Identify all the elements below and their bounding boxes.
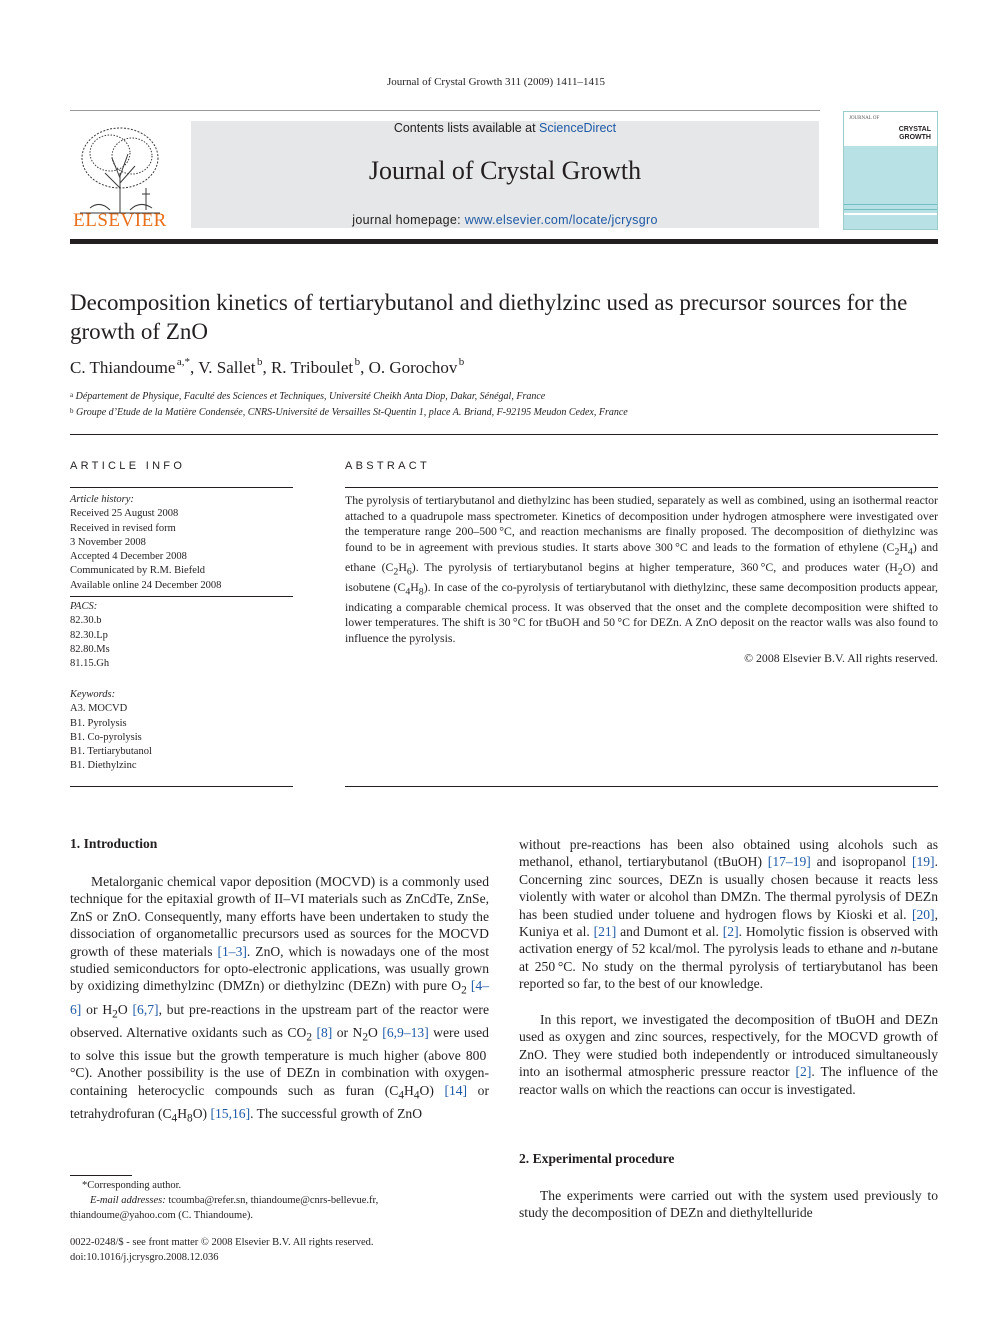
reference-link[interactable]: [21] [593, 924, 617, 940]
section-heading-experimental: 2. Experimental procedure [519, 1151, 675, 1166]
journal-citation: Journal of Crystal Growth 311 (2009) 1411–1415 [387, 76, 605, 88]
corresponding-author-note: *Corresponding author. [82, 1180, 182, 1191]
intro-paragraph: In this report, we investigated the decomposition of tBuOH and DEZn used as oxygen and zinc sources, respectively, for the MOCVD growth of ZnO. They were studied both independently or introduced simultaneously into an isothermal atmospheric pressure reactor [2]. The influence of the reactor walls on which the reactions can occur is investigated. [519, 1012, 938, 1097]
intro-paragraph: Metalorganic chemical vapor deposition (MOCVD) is a commonly used technique for the epitaxial growth of II–VI materials such as ZnCdTe, ZnSe, ZnS or ZnO. Consequently, many efforts have been undertaken to study the dissociation of organometallic precursors used as sources for the MOCVD growth of these materials [1–3]. ZnO, which is nowadays one of the most studied semiconductors for opto-electronic applications, was usually grown by oxidizing dimethylzinc (DMZn) or diethylzinc (DEZn) with pure $O_2$ [4–6] or $H_2O$ [6,7], but pre-reactions in the upstream part of the reactor were observed. Alternative oxidants such as $CO_2$ [8] or $N_2O$ [6,9–13] were used to solve this issue but the growth temperature is much higher (above 800 °C). Another possibility is the use of DEZn in combination with oxygen-containing heterocyclic compounds such as furan $(C_4H_4O)$ [14] or tetrahydrofuran $(C_4H_8O)$ [15,16]. The successful growth of ZnO [70, 874, 489, 1125]
journal-cover-thumbnail [843, 111, 938, 230]
keywords-rule [70, 786, 293, 787]
pacs-item: 82.30.b [70, 615, 102, 627]
abstract-heading: ABSTRACT [345, 460, 431, 472]
keyword-item: A3. MOCVD [70, 703, 128, 715]
abstract-rule [345, 487, 938, 488]
cover-journal-name: CRYSTAL GROWTH [898, 126, 931, 141]
author-affil-marker[interactable]: a,* [176, 356, 191, 368]
contents-prefix: Contents lists available at [393, 121, 540, 135]
email-addresses-continued[interactable]: thiandoume@yahoo.com (C. Thiandoume). [70, 1210, 253, 1221]
reference-link[interactable]: [17–19] [767, 854, 811, 870]
author-affil-marker[interactable]: b [256, 356, 263, 368]
keyword-item: B1. Tertiarybutanol [70, 746, 152, 758]
email-label: E-mail addresses: [90, 1195, 166, 1206]
history-item: Communicated by R.M. Biefeld [70, 565, 206, 577]
reference-link[interactable]: [6,7] [132, 1001, 159, 1017]
author-name: O. Gorochov [368, 358, 458, 377]
pacs-codes [70, 600, 293, 671]
pacs-item: 82.30.Lp [70, 629, 108, 641]
article-info-heading: ARTICLE INFO [70, 460, 186, 472]
issn-line: 0022-0248/$ - see front matter © 2008 Elsevier B.V. All rights reserved. [70, 1237, 374, 1248]
keyword-item: B1. Pyrolysis [70, 717, 127, 729]
email-addresses [70, 1193, 489, 1208]
author-name: C. Thiandoume [70, 358, 176, 377]
reference-link[interactable]: [20] [911, 906, 935, 922]
pacs-item: 82.80.Ms [70, 643, 110, 655]
article-history [70, 493, 293, 593]
reference-link[interactable]: [8] [316, 1024, 333, 1040]
intro-paragraph-continued: without pre-reactions has been also obtained using alcohols such as methanol, ethanol, tertiarybutanol (tBuOH) [17–19] and isopropanol [19]. Concerning zinc sources, DEZn is usually chosen because it reacts less violently with water or alcohol than DMZn. The thermal pyrolysis of DEZn has been studied under toluene and hydrogen flows by Kioski et al. [20], Kuniya et al. [21] and Dumont et al. [2]. Homolytic fission is observed with activation energy of 52 kcal/mol. The pyrolysis leads to ethane and n-butane at 250 °C. No study on the thermal pyrolysis of tertiarybutanol has been reported so far, to the best of our knowledge. [519, 837, 938, 992]
article-info-rule [70, 487, 293, 488]
pacs-item: 81.15.Gh [70, 658, 110, 670]
keywords-label: Keywords: [70, 689, 116, 700]
affiliation-b: $^b$ Groupe d’Etude de la Matière Condensée, CNRS-Université de Versailles St-Quentin 1, place A. Briand, F-92195 Meudon Cedex, France [70, 407, 628, 418]
author-name: R. Triboulet [270, 358, 354, 377]
sciencedirect-link[interactable]: ScienceDirect [539, 121, 617, 135]
history-item: Accepted 4 December 2008 [70, 551, 187, 563]
keyword-item: B1. Diethylzinc [70, 760, 137, 772]
reference-link[interactable]: [15,16] [210, 1105, 251, 1121]
affiliation-a: $^a$ Département de Physique, Faculté des Sciences et Techniques, Université Cheikh Anta Diop, Dakar, Sénégal, France [70, 391, 546, 402]
header-bottom-rule [70, 239, 938, 244]
reference-link[interactable]: [2] [795, 1064, 812, 1080]
history-item: Received in revised form [70, 522, 176, 534]
footnote-rule [70, 1175, 132, 1176]
keyword-item: B1. Co-pyrolysis [70, 731, 142, 743]
author-list: C. Thiandoume $^{a,*}$, V. Sallet $^b$, R. Triboulet $^b$, O. Gorochov $^b$ [70, 356, 465, 377]
homepage-link[interactable]: www.elsevier.com/locate/jcrysgro [464, 213, 658, 227]
reference-link[interactable]: [14] [444, 1082, 468, 1098]
doi-line[interactable]: doi:10.1016/j.jcrysgro.2008.12.036 [70, 1252, 219, 1263]
reference-link[interactable]: [2] [722, 924, 739, 940]
history-item: 3 November 2008 [70, 536, 146, 548]
reference-link[interactable]: [6,9–13] [382, 1024, 429, 1040]
journal-name: Journal of Crystal Growth [368, 156, 642, 185]
author-affil-marker[interactable]: b [354, 356, 361, 368]
experimental-paragraph: The experiments were carried out with the system used previously to study the decomposition of DEZn and diethyltelluride [519, 1188, 938, 1221]
abstract-copyright: © 2008 Elsevier B.V. All rights reserved. [744, 651, 938, 665]
reference-link[interactable]: [1–3] [217, 943, 247, 959]
history-item: Available online 24 December 2008 [70, 579, 222, 591]
history-label: Article history: [70, 494, 134, 505]
author-affil-marker[interactable]: b [458, 356, 465, 368]
history-rule [70, 596, 293, 597]
history-item: Received 25 August 2008 [70, 508, 179, 520]
cover-small-text: JOURNAL OF [849, 116, 880, 121]
affiliation-rule [70, 434, 938, 435]
reference-link[interactable]: [4–6] [70, 978, 489, 1017]
abstract-bottom-rule [345, 786, 938, 787]
contents-available [191, 121, 819, 135]
homepage-prefix: journal homepage: [352, 213, 465, 227]
pacs-label: PACS: [70, 601, 98, 612]
article-title: Decomposition kinetics of tertiarybutanol and diethylzinc used as precursor sources for the growth of ZnO [70, 290, 908, 344]
reference-link[interactable]: [19] [911, 854, 935, 870]
header-top-rule [70, 110, 820, 111]
keywords [70, 688, 293, 774]
publisher-wordmark: ELSEVIER [73, 210, 167, 231]
journal-homepage [191, 213, 819, 227]
abstract-text: The pyrolysis of tertiarybutanol and diethylzinc has been studied, separately as well as combined, using an isothermal reactor attached to a quadrupole mass spectrometer. Kinetics of decomposition under hydrogen atmosphere were investigated over the temperature range 200–500 °C, and reaction mechanisms are finally proposed. The decomposition of diethylzinc was found to be in agreement with previous studies. It starts above 300 °C and leads to the formation of ethylene $(C_2H_4)$ and ethane $(C_2H_6)$. The pyrolysis of tertiarybutanol begins at higher temperature, 360 °C, and produces water $(H_2O)$ and isobutene $(C_4H_8)$. In case of the co-pyrolysis of tertiarybutanol with diethylzinc, these same decomposition products appear, indicating a comparable chemical process. It was observed that the onset and the complete decomposition were shifted to lower temperatures. The shift is 30 °C for tBuOH and 50 °C for DEZn. A ZnO deposit on the reactor walls was also found to influence the pyrolysis. [345, 493, 939, 645]
email-link[interactable]: tcoumba@refer.sn, thiandoume@cnrs-bellevue.fr, [168, 1195, 379, 1206]
author-name: V. Sallet [198, 358, 256, 377]
section-heading-introduction: 1. Introduction [70, 836, 158, 851]
